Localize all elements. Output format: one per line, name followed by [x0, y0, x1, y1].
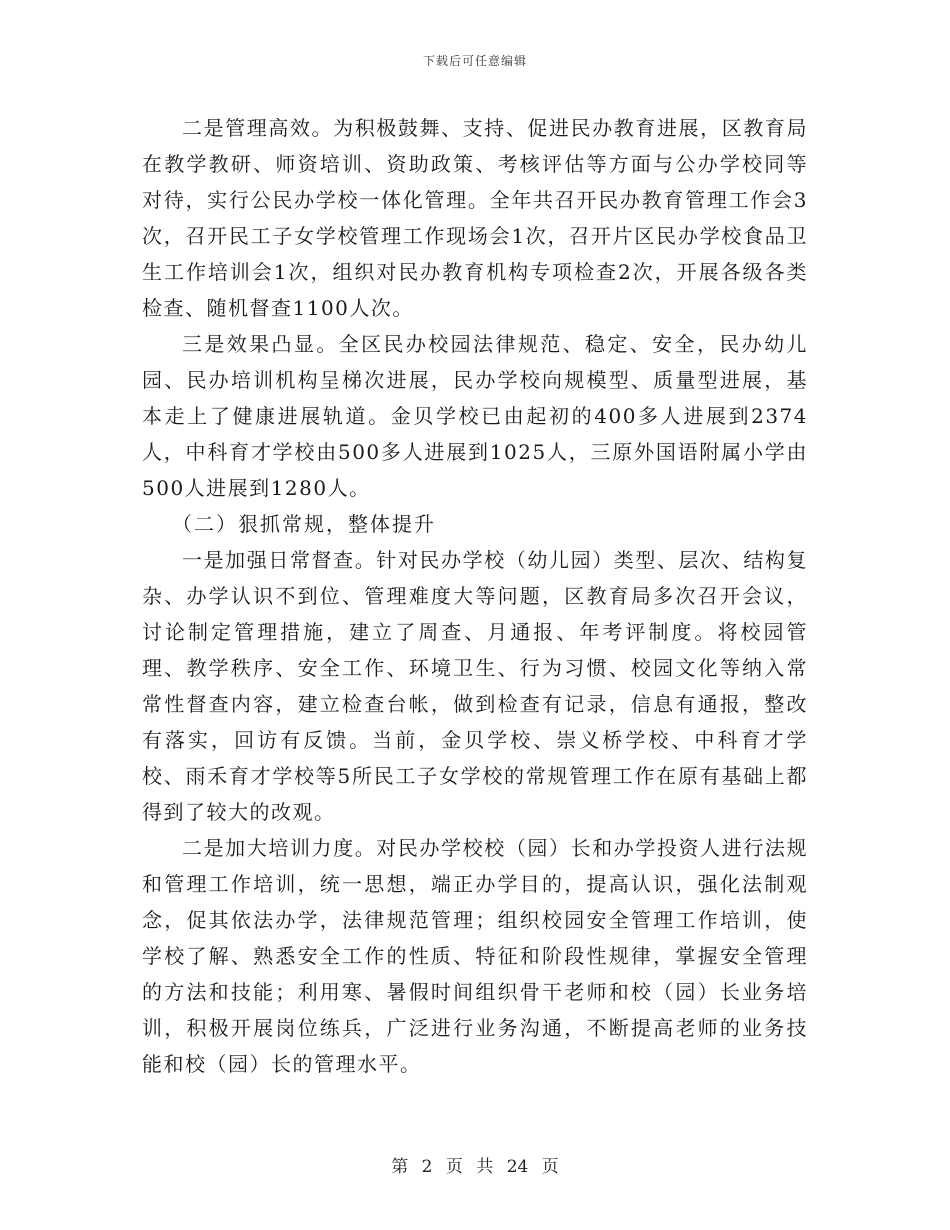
document-body	[142, 110, 808, 1082]
page-header: 下载后可任意编辑	[422, 54, 527, 68]
paragraph-management-efficiency: 二是管理高效。为积极鼓舞、支持、促进民办教育进展，区教育局在教学教研、师资培训、资助政策、考核评估等方面与公办学校同等对待，实行公民办学校一体化管理。全年共召开民办教育管理工作会3次，召开民工子女学校管理工作现场会1次，召开片区民办学校食品卫生工作培训会1次，组织对民办教育机构专项检查2次，开展各级各类检查、随机督查1100人次。	[142, 116, 808, 320]
page-number: 第 2 页 共 24 页	[391, 1157, 559, 1177]
section-heading: （二）狠抓常规，整体提升	[172, 512, 436, 536]
paragraph-training: 二是加大培训力度。对民办学校校（园）长和办学投资人进行法规和管理工作培训，统一思想，端正办学目的，提高认识，强化法制观念，促其依法办学，法律规范管理；组织校园安全管理工作培训，使学校了解、熟悉安全工作的性质、特征和阶段性规律，掌握安全管理的方法和技能；利用寒、暑假时间组织骨干老师和校（园）长业务培训，积极开展岗位练兵，广泛进行业务沟通，不断提高老师的业务技能和校（园）长的管理水平。	[142, 836, 808, 1076]
paragraph-daily-supervision: 一是加强日常督查。针对民办学校（幼儿园）类型、层次、结构复杂、办学认识不到位、管理难度大等问题，区教育局多次召开会议，讨论制定管理措施，建立了周查、月通报、年考评制度。将校园管理、教学秩序、安全工作、环境卫生、行为习惯、校园文化等纳入常常性督查内容，建立检查台帐，做到检查有记录，信息有通报，整改有落实，回访有反馈。当前，金贝学校、崇义桥学校、中科育才学校、雨禾育才学校等5所民工子女学校的常规管理工作在原有基础上都得到了较大的改观。	[142, 548, 808, 824]
paragraph-results-prominent: 三是效果凸显。全区民办校园法律规范、稳定、安全，民办幼儿园、民办培训机构呈梯次进展，民办学校向规模型、质量型进展，基本走上了健康进展轨道。金贝学校已由起初的400多人进展到2374人，中科育才学校由500多人进展到1025人，三原外国语附属小学由500人进展到1280人。	[142, 332, 808, 500]
